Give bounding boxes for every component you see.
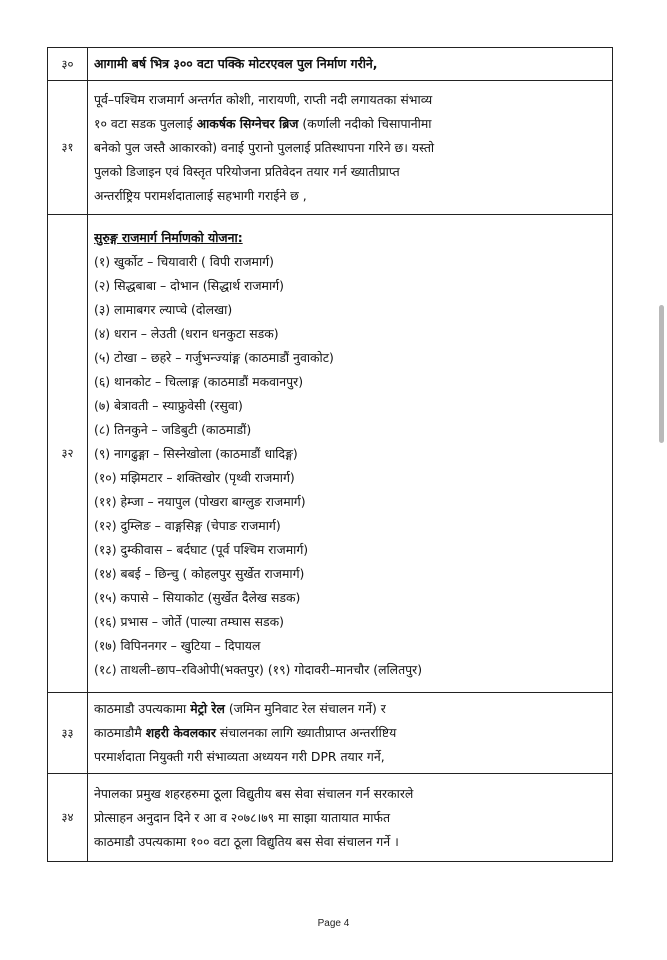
row-content xyxy=(88,693,613,774)
bold-text: आकर्षक सिग्नेचर ब्रिज xyxy=(196,115,299,131)
section-heading: सुरुङ्ग राजमार्ग निर्माणको योजना: xyxy=(94,229,243,245)
plan-table xyxy=(47,47,613,862)
text-segment: काठमाडौ उपत्यकामा xyxy=(94,701,191,716)
page-number: Page 4 xyxy=(317,918,350,929)
list-item: (५) टोखा – छहरे – गर्जुभन्ज्यांङ्ग (काठमाडौं नुवाकोट) xyxy=(94,349,334,365)
list-item: (१४) बबई – छिन्चु ( कोहलपुर सुर्खेत राजमार्ग) xyxy=(94,565,305,581)
list-item: (८) तिनकुने – जडिबुटी (काठमाडौं) xyxy=(94,421,252,437)
row-content xyxy=(88,81,613,215)
text-line xyxy=(94,136,604,160)
row-number: ३० xyxy=(48,48,88,81)
list-item: (२) सिद्धबाबा – दोभान (सिद्धार्थ राजमार्ग) xyxy=(94,277,284,293)
text-segment: प्रोत्साहन अनुदान दिने र आ व २०७८।७९ मा साझा यातायात मार्फत xyxy=(94,809,391,825)
row-number: ३१ xyxy=(48,81,88,215)
text-segment: पूर्व–पश्चिम राजमार्ग अन्तर्गत कोशी, नारायणी, राप्ती नदी लगायतका संभाव्य xyxy=(94,91,433,107)
row-number: ३४ xyxy=(48,774,88,862)
list-item: (१८) ताथली–छाप–रविओपी(भक्तपुर) (१९) गोदावरी–मानचौर (ललितपुर) xyxy=(94,661,423,677)
text-segment: (जमिन मुनिवाट रेल संचालन गर्ने) र xyxy=(224,701,386,716)
text-segment: अन्तर्राष्ट्रिय परामर्शदातालाई सहभागी गराईने छ , xyxy=(94,187,307,203)
row-content xyxy=(88,774,613,862)
list-item: (६) थानकोट – चित्लाङ्ग (काठमाडौं मकवानपुर) xyxy=(94,373,304,389)
list-item: (११) हेम्जा – नयापुल (पोखरा बाग्लुङ राजमार्ग) xyxy=(94,493,306,509)
bold-text: मेट्रो रेल xyxy=(190,701,225,716)
tunnel-list xyxy=(94,250,604,682)
table-row xyxy=(48,81,613,215)
text-segment: नेपालका प्रमुख शहरहरुमा ठूला विद्युतीय बस सेवा संचालन गर्न सरकारले xyxy=(94,785,414,801)
row-content xyxy=(88,48,613,81)
list-item: (७) बेत्रावती – स्याफ्रुवेसी (रसुवा) xyxy=(94,397,243,413)
table-row xyxy=(48,48,613,81)
text-segment: बनेको पुल जस्तै आकारको) वनाई पुरानो पुललाई प्रतिस्थापना गरिने छ। यस्तो xyxy=(94,139,435,155)
text-line xyxy=(94,184,604,208)
row-content xyxy=(88,215,613,693)
bold-text: शहरी केवलकार xyxy=(145,725,216,740)
text-line xyxy=(94,697,604,721)
text-line xyxy=(94,721,604,745)
list-item: (४) धरान – लेउती (धरान धनकुटा सडक) xyxy=(94,325,279,341)
list-item: (९) नागढुङ्गा – सिस्नेखोला (काठमाडौं धादिङ्ग) xyxy=(94,445,298,461)
table-row xyxy=(48,774,613,862)
list-item: (१) खुर्कोट – चियावारी ( विपी राजमार्ग) xyxy=(94,253,274,269)
list-item: (१७) विपिननगर – खुटिया – दिपायल xyxy=(94,637,261,653)
text-segment: काठमाडौमै xyxy=(94,725,146,740)
list-item: (१२) दुम्लिङ – वाङ्गसिङ्ग (चेपाङ राजमार्ग) xyxy=(94,517,281,533)
text-line xyxy=(94,830,604,854)
bold-text: आगामी बर्ष भित्र ३०० वटा पक्कि मोटरएवल पुल निर्माण गरीने, xyxy=(94,56,378,71)
text-line xyxy=(94,745,604,769)
text-segment: (कर्णाली नदीको चिसापानीमा xyxy=(298,115,432,131)
text-line xyxy=(94,806,604,830)
list-item: (१५) कपासे – सियाकोट (सुर्खेत दैलेख सडक) xyxy=(94,589,301,605)
list-item: (१३) दुम्कीवास – बर्दघाट (पूर्व पश्चिम राजमार्ग) xyxy=(94,541,309,557)
list-item: (१०) मझिमटार – शक्तिखोर (पृथ्वी राजमार्ग) xyxy=(94,469,295,485)
list-item: (३) लामाबगर ल्याप्चे (दोलखा) xyxy=(94,301,233,317)
row-number: ३२ xyxy=(48,215,88,693)
text-line xyxy=(94,782,604,806)
table-row xyxy=(48,215,613,693)
text-segment: १० वटा सडक पुललाई xyxy=(94,115,197,131)
list-item: (१६) प्रभास – जोर्ते (पाल्या तम्घास सडक) xyxy=(94,613,284,629)
text-line xyxy=(94,88,604,112)
row-number: ३३ xyxy=(48,693,88,774)
text-segment: संचालनका लागि ख्यातीप्राप्त अन्तर्राष्टिय xyxy=(215,725,397,740)
text-segment: काठमाडौ उपत्यकामा १०० वटा ठूला विद्युतिय बस सेवा संचालन गर्ने । xyxy=(94,833,399,849)
scrollbar-thumb[interactable] xyxy=(659,305,664,443)
text-line xyxy=(94,52,604,76)
text-line xyxy=(94,160,604,184)
text-line xyxy=(94,112,604,136)
text-segment: पुलको डिजाइन एवं विस्तृत परियोजना प्रतिवेदन तयार गर्न ख्यातीप्राप्त xyxy=(94,163,400,179)
table-row xyxy=(48,693,613,774)
text-segment: परमार्शदाता नियुक्ती गरी संभाव्यता अध्ययन गरी DPR तयार गर्ने, xyxy=(94,749,385,764)
